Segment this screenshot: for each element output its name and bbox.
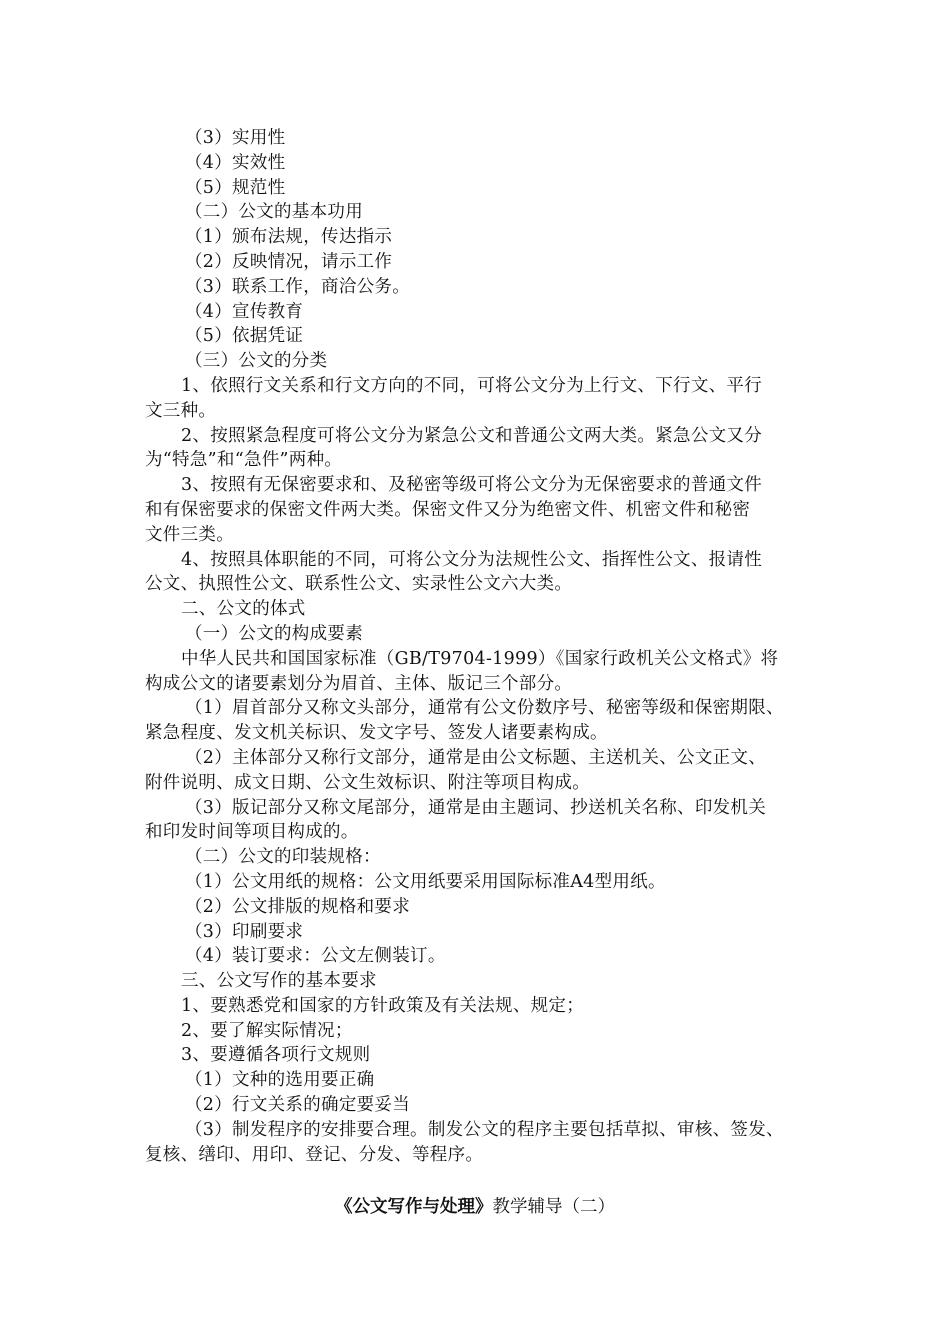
text-line: 二、公文的体式 — [181, 599, 306, 620]
text-line: 4、按照具体职能的不同，可将公文分为法规性公文、指挥性公文、报请性 — [181, 549, 763, 570]
text-line: 和有保密要求的保密文件两大类。保密文件又分为绝密文件、机密文件和秘密 — [145, 499, 751, 520]
text-line: 复核、缮印、用印、登记、分发、等程序。 — [145, 1144, 484, 1165]
text-line: （4）装订要求：公文左侧装订。 — [185, 946, 446, 967]
text-line: （5）依据凭证 — [185, 326, 304, 347]
text-line: （一）公文的构成要素 — [185, 623, 363, 644]
text-line: 文件三类。 — [145, 524, 234, 545]
text-line: （2）主体部分又称行文部分，通常是由公文标题、主送机关、公文正文、 — [185, 747, 767, 768]
text-line: 2、要了解实际情况； — [181, 1020, 353, 1041]
text-line: （1）颁布法规，传达指示 — [185, 227, 393, 248]
text-line: （4）实效性 — [185, 152, 286, 173]
text-line: 公文、执照性公文、联系性公文、实录性公文六大类。 — [145, 574, 573, 595]
text-line: 和印发时间等项目构成的。 — [145, 822, 359, 843]
text-line: （3）实用性 — [185, 128, 286, 148]
text-line: （2）公文排版的规格和要求 — [185, 896, 411, 917]
text-line: 三、公文写作的基本要求 — [181, 971, 377, 992]
text-line: （二）公文的印装规格： — [185, 847, 381, 868]
text-line: （3）印刷要求 — [185, 921, 304, 942]
text-line: 紧急程度、发文机关标识、发文字号、签发人诸要素构成。 — [145, 723, 608, 744]
text-line: （3）版记部分又称文尾部分，通常是由主题词、抄送机关名称、印发机关 — [185, 797, 767, 818]
document-body — [145, 126, 825, 1167]
text-line: 附件说明、成文日期、公文生效标识、附注等项目构成。 — [145, 772, 590, 793]
text-line: （3）联系工作，商洽公务。 — [185, 276, 411, 297]
text-line: 1、依照行文关系和行文方向的不同，可将公文分为上行文、下行文、平行 — [181, 375, 763, 396]
text-line: （5）规范性 — [185, 177, 286, 198]
text-line: （三）公文的分类 — [185, 351, 328, 372]
text-line: 中华人民共和国国家标准（GB/T9704-1999）《国家行政机关公文格式》将 — [181, 648, 779, 669]
text-line: 文三种。 — [145, 400, 217, 421]
text-line: 2、按照紧急程度可将公文分为紧急公文和普通公文两大类。紧急公文又分 — [181, 425, 763, 446]
text-line: （1）文种的选用要正确 — [185, 1070, 375, 1091]
text-line: （3）制发程序的安排要合理。制发公文的程序主要包括草拟、审核、签发、 — [185, 1119, 784, 1140]
text-line: （2）行文关系的确定要妥当 — [185, 1095, 411, 1116]
text-line: 构成公文的诸要素划分为眉首、主体、版记三个部分。 — [145, 673, 573, 694]
text-line: 3、按照有无保密要求和、及秘密等级可将公文分为无保密要求的普通文件 — [181, 475, 763, 496]
section-title — [0, 1195, 950, 1219]
section-title-course: 《公文写作与处理》 — [335, 1197, 493, 1217]
text-line: （1）公文用纸的规格：公文用纸要采用国际标准A4型用纸。 — [185, 871, 666, 892]
text-line: 1、要熟悉党和国家的方针政策及有关法规、规定； — [181, 995, 585, 1016]
text-line: （二）公文的基本功用 — [185, 202, 363, 223]
text-line: 为“特急”和“急件”两种。 — [145, 450, 343, 471]
text-line: （1）眉首部分又称文头部分，通常有公文份数序号、秘密等级和保密期限、 — [185, 698, 784, 719]
text-line: （2）反映情况，请示工作 — [185, 251, 393, 272]
section-title-subtitle: 教学辅导（二） — [492, 1197, 615, 1217]
text-line: 3、要遵循各项行文规则 — [181, 1045, 371, 1066]
text-line: （4）宣传教育 — [185, 301, 304, 322]
